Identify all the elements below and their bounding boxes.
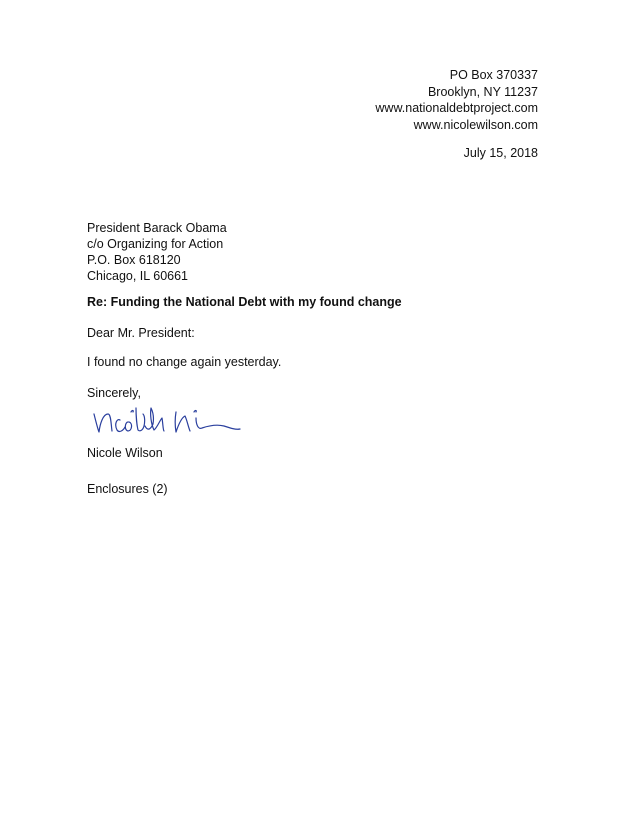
sender-website-2: www.nicolewilson.com <box>413 117 538 132</box>
handwritten-signature <box>90 400 250 436</box>
letter-date: July 15, 2018 <box>463 146 538 160</box>
recipient-address-block <box>87 220 227 284</box>
subject-line: Re: Funding the National Debt with my found change <box>87 295 402 309</box>
letter-body: I found no change again yesterday. <box>87 355 282 369</box>
enclosures-note: Enclosures (2) <box>87 482 168 496</box>
sender-website-1: www.nationaldebtproject.com <box>375 101 538 115</box>
sender-address-line2: Brooklyn, NY 11237 <box>427 84 538 99</box>
recipient-po-box: P.O. Box 618120 <box>87 253 181 267</box>
signer-name: Nicole Wilson <box>87 446 163 460</box>
sender-address-block <box>375 67 538 133</box>
salutation: Dear Mr. President: <box>87 326 195 340</box>
recipient-name: President Barack Obama <box>87 221 227 235</box>
recipient-city-state-zip: Chicago, IL 60661 <box>87 269 189 283</box>
closing: Sincerely, <box>87 386 141 400</box>
sender-address-line1: PO Box 370337 <box>449 68 538 82</box>
recipient-organization: c/o Organizing for Action <box>87 237 224 251</box>
